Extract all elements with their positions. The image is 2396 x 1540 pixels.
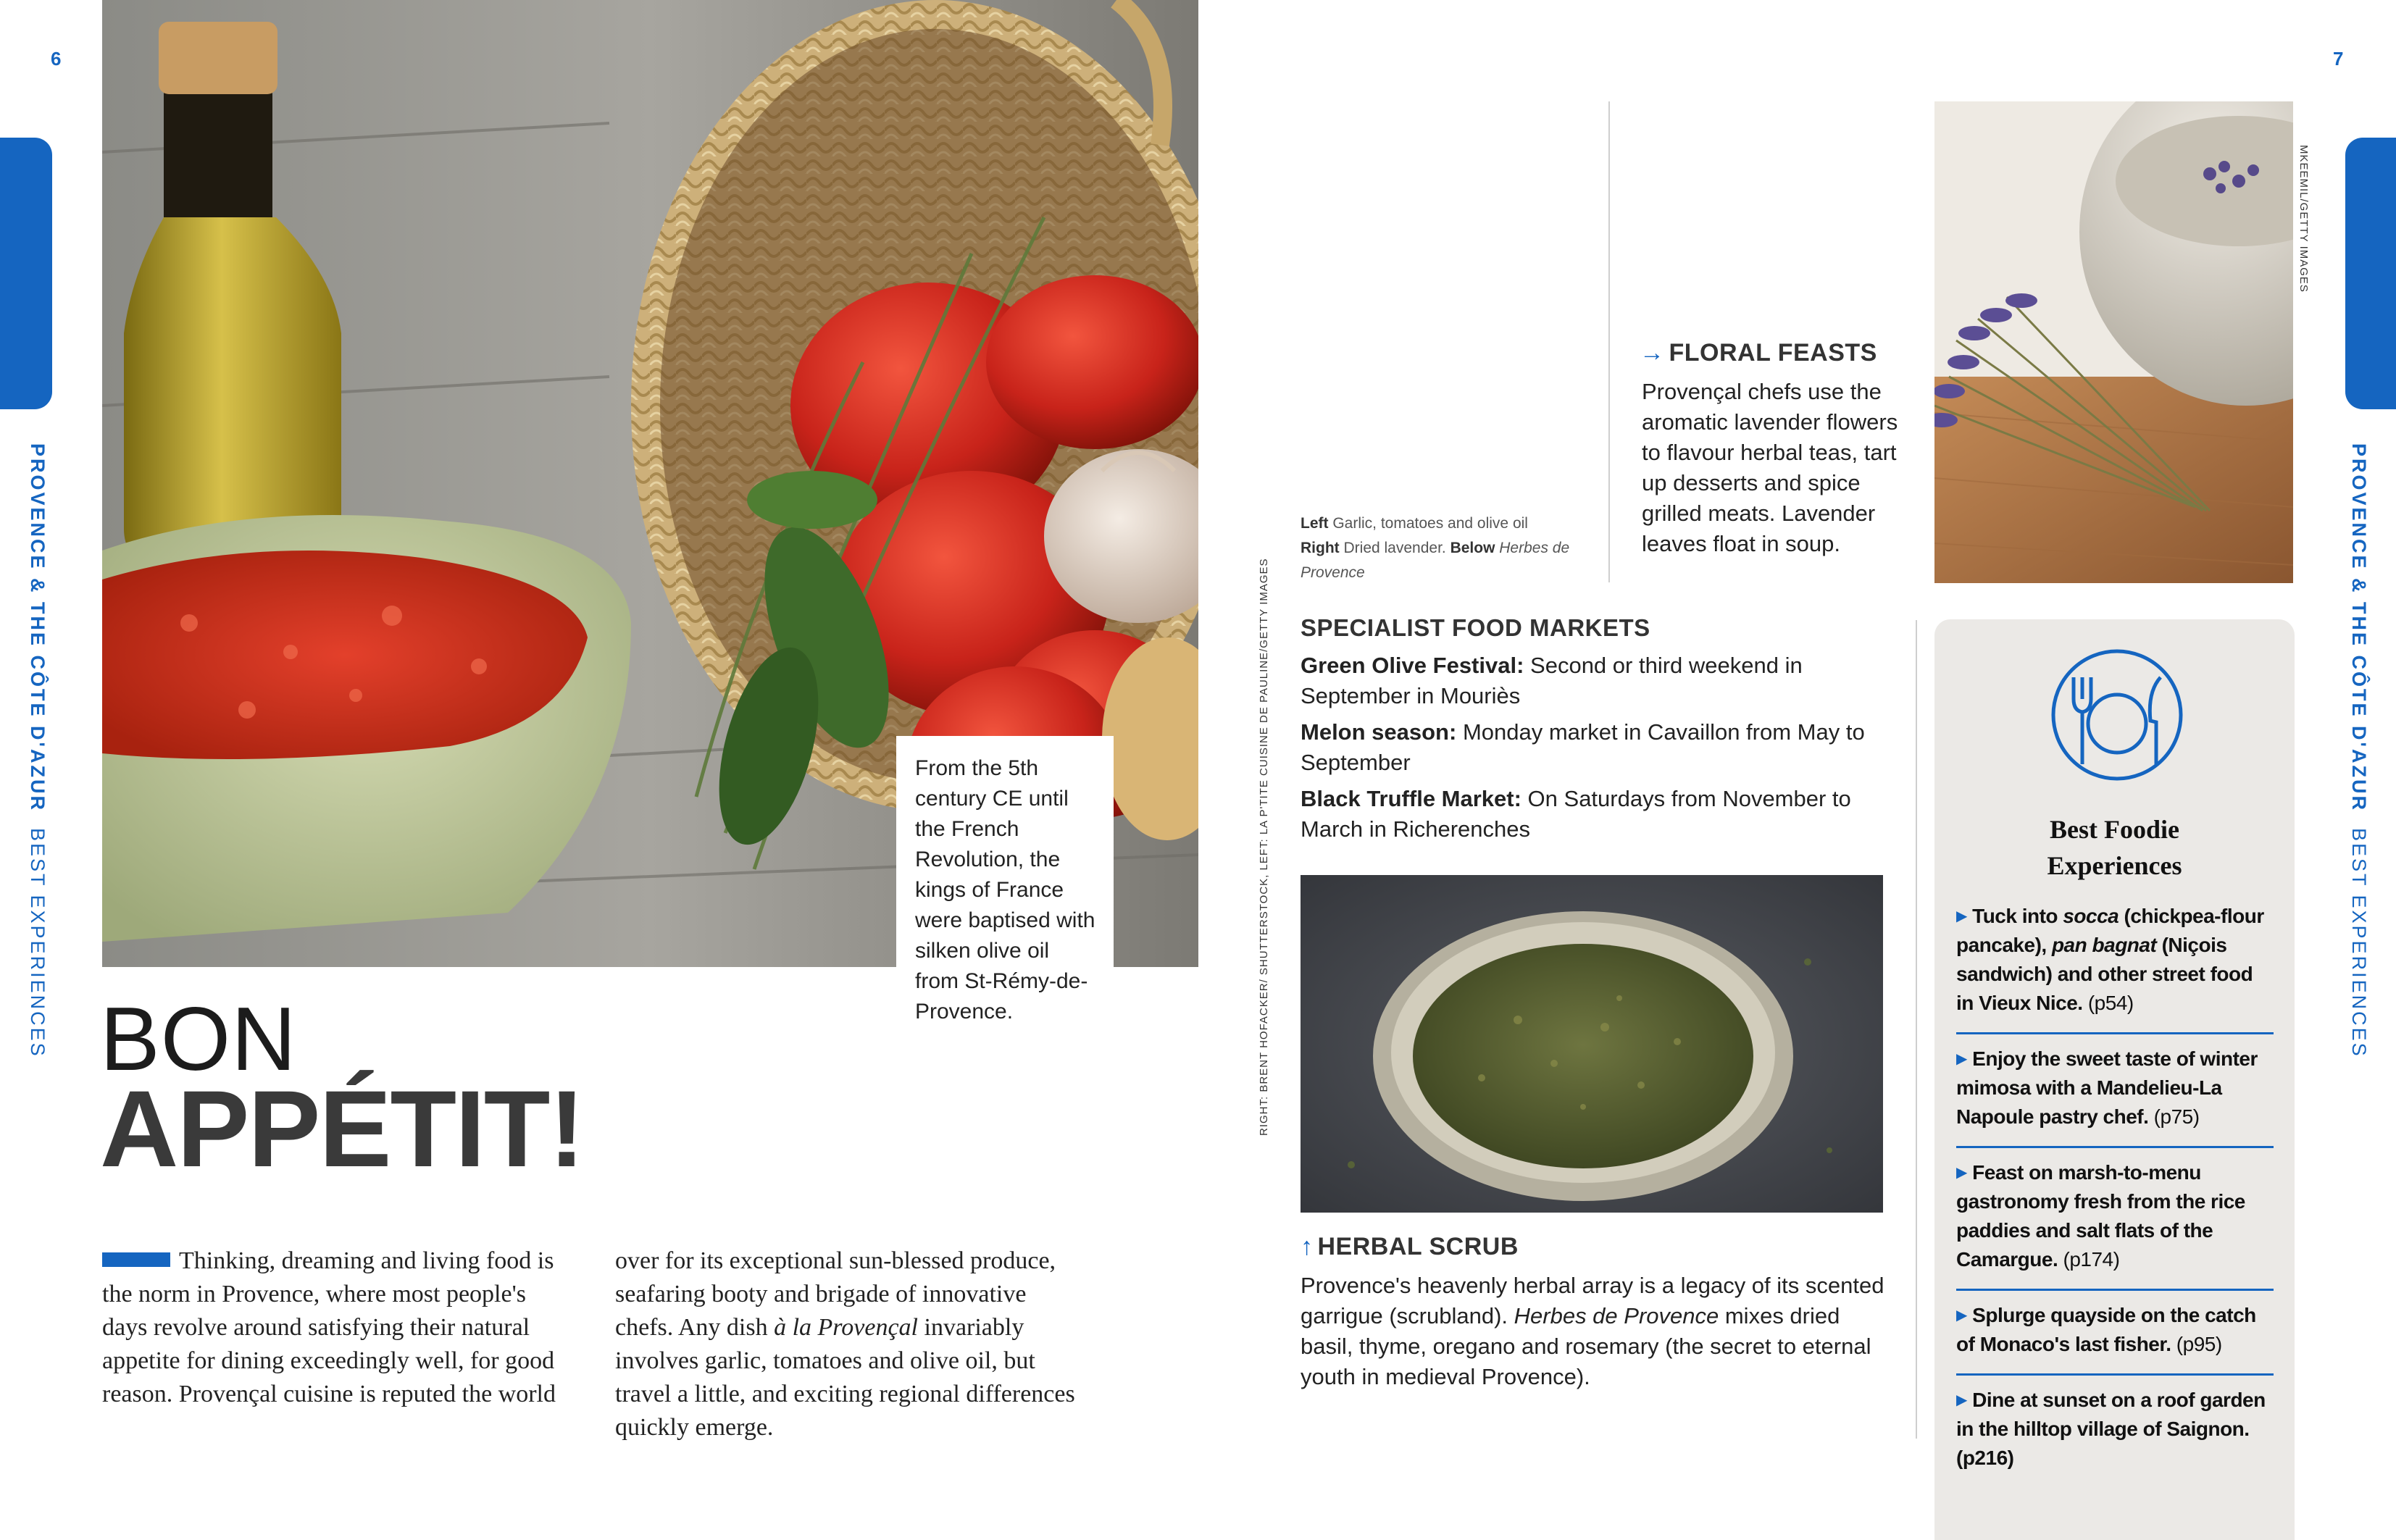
herbal-body-italic: Herbes de Provence: [1514, 1303, 1719, 1328]
photo-caption: [1301, 511, 1605, 585]
item-text: Feast on marsh-to-menu gastronomy fresh from the rice paddies and salt flats of the Camargue.: [1956, 1161, 2245, 1271]
floral-feasts-heading: [1640, 339, 1877, 367]
caption-left-label: Left: [1301, 515, 1329, 532]
item-text: Enjoy the sweet taste of winter mimosa with a Mandelieu-La Napoule pastry chef.: [1956, 1047, 2258, 1128]
hero-caption-box: [896, 736, 1114, 1024]
triangle-bullet-icon: ▶: [1956, 1392, 1967, 1408]
column-divider-top: [1608, 101, 1610, 582]
side-label-right: [2347, 443, 2370, 1058]
intro-accent-bar: [102, 1252, 170, 1267]
side-label-right-rest: BEST EXPERIENCES: [2348, 827, 2370, 1058]
plate-cutlery-icon: [2050, 648, 2184, 782]
arrow-right-icon: →: [1640, 339, 1665, 367]
intro-column-1: [102, 1244, 566, 1411]
side-label-left: [26, 443, 49, 1058]
caption-left-text: Garlic, tomatoes and olive oil: [1328, 515, 1528, 532]
sidebar-title: [1934, 811, 2295, 884]
side-label-left-bold: PROVENCE & THE CÔTE D'AZUR: [27, 443, 49, 812]
triangle-bullet-icon: ▶: [1956, 1307, 1967, 1323]
triangle-bullet-icon: ▶: [1956, 1165, 1967, 1181]
sidebar-list-item: [1956, 1373, 2274, 1487]
market-item-text: Monday market in Cavaillon from May to September: [1301, 719, 1865, 775]
floral-heading-text: FLORAL FEASTS: [1669, 339, 1877, 367]
sidebar-list-item: [1956, 1146, 2274, 1289]
sidebar-list: [1956, 902, 2274, 1487]
caption-right-text: Dried lavender.: [1339, 540, 1450, 556]
page-number-left: 6: [51, 48, 62, 70]
item-text: Splurge quayside on the catch of Monaco's last fisher.: [1956, 1304, 2256, 1355]
intro-column-2: [615, 1244, 1086, 1444]
sidebar-title-line1: Best Foodie: [2050, 815, 2179, 844]
foodie-sidebar: [1934, 619, 2295, 1540]
title-line2: APPÉTIT!: [100, 1068, 584, 1189]
herbal-scrub-body: [1301, 1271, 1887, 1392]
item-text: Tuck into: [1972, 905, 2063, 927]
item-text: (chickpea-flour pancake),: [1956, 905, 2264, 956]
item-page-ref: (p54): [2082, 992, 2134, 1014]
markets-list: [1301, 650, 1895, 845]
herbes-de-provence-photo: [1301, 875, 1883, 1213]
sidebar-list-item: [1956, 902, 2274, 1032]
markets-heading: SPECIALIST FOOD MARKETS: [1301, 614, 1650, 641]
side-label-left-rest: BEST EXPERIENCES: [27, 827, 49, 1058]
triangle-bullet-icon: ▶: [1956, 908, 1967, 924]
item-page-ref: (p95): [2171, 1333, 2222, 1355]
item-page-ref: (p216): [1956, 1447, 2014, 1469]
item-page-ref: (p75): [2148, 1105, 2200, 1128]
floral-feasts-body: Provençal chefs use the aromatic lavender flowers to flavour herbal teas, tart up desserts and spice grilled meats. Lavender leaves float in soup.: [1642, 379, 1898, 556]
market-item: [1301, 784, 1895, 845]
triangle-bullet-icon: ▶: [1956, 1051, 1967, 1067]
intro-col2-text-b: invariably involves garlic, tomatoes and olive oil, but travel a little, and exciting regional differences quickly emerge.: [615, 1314, 1075, 1441]
arrow-up-icon: ↑: [1301, 1233, 1314, 1260]
side-label-right-bold: PROVENCE & THE CÔTE D'AZUR: [2348, 443, 2370, 812]
lavender-photo: [1934, 101, 2293, 583]
caption-right-label: Right: [1301, 540, 1340, 556]
intro-col2-text-a: over for its exceptional sun-blessed produce, seafaring booty and brigade of innovative chefs. Any dish: [615, 1247, 1056, 1341]
market-item: [1301, 717, 1895, 778]
herbal-body-a: Provence's heavenly herbal array is a legacy of its scented garrigue (scrubland).: [1301, 1273, 1884, 1328]
market-item-label: Black Truffle Market:: [1301, 786, 1521, 811]
title-line1: BON: [100, 989, 297, 1089]
chapter-tab-right: [2345, 138, 2396, 409]
sidebar-list-item: [1956, 1289, 2274, 1373]
page-number-right: 7: [2333, 48, 2344, 70]
herbal-body-b: mixes dried basil, thyme, oregano and rosemary (the secret to eternal youth in medieval Provence).: [1301, 1303, 1871, 1389]
market-item: [1301, 650, 1895, 711]
chapter-tab-left: [0, 138, 52, 409]
market-item-text: On Saturdays from November to March in Richerenches: [1301, 786, 1851, 842]
photo-credit-right: MKEEMIL/GETTY IMAGES: [2297, 145, 2310, 293]
item-text: Dine at sunset on a roof garden in the hilltop village of Saignon.: [1956, 1389, 2266, 1440]
column-divider-right: [1916, 620, 1917, 1439]
item-italic: socca: [2063, 905, 2119, 927]
item-page-ref: (p174): [2058, 1248, 2120, 1271]
intro-col2-italic: à la Provençal: [774, 1314, 918, 1341]
photo-credit-middle: RIGHT: BRENT HOFACKER/ SHUTTERSTOCK, LEFT: LA P'TITE CUISINE DE PAULINE/GETTY IMAGES: [1258, 558, 1270, 1136]
caption-below-text: Herbes de Provence: [1301, 540, 1570, 581]
market-item-label: Melon season:: [1301, 719, 1457, 745]
item-italic: pan bagnat: [2051, 934, 2157, 956]
market-item-text: Second or third weekend in September in Mouriès: [1301, 653, 1803, 708]
herbal-heading-text: HERBAL SCRUB: [1317, 1233, 1519, 1260]
item-text: (Niçois sandwich) and other street food in Vieux Nice.: [1956, 934, 2253, 1014]
sidebar-list-item: [1956, 1032, 2274, 1146]
intro-col1-text: Thinking, dreaming and living food is the norm in Provence, where most people's days revolve around satisfying their natural appetite for dining exceedingly well, for good reason. Provençal cuisine is reputed the world: [102, 1247, 556, 1407]
caption-below-label: Below: [1450, 540, 1495, 556]
hero-caption-text: From the 5th century CE until the French Revolution, the kings of France were baptised with silken olive oil from St-Rémy-de-Provence.: [915, 756, 1095, 1024]
sidebar-title-line2: Experiences: [2047, 851, 2182, 880]
market-item-label: Green Olive Festival:: [1301, 653, 1524, 678]
herbal-scrub-heading: [1301, 1233, 1519, 1261]
